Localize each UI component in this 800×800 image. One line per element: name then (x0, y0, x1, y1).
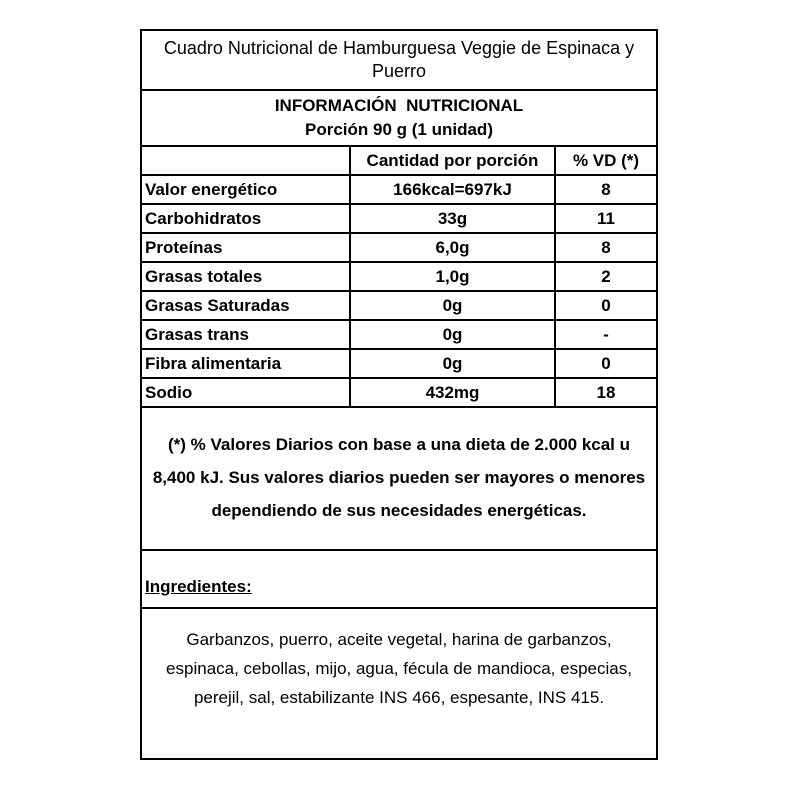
portion-size: Porción 90 g (1 unidad) (305, 120, 493, 139)
nutrient-amount: 1,0g (351, 263, 556, 290)
daily-values-note-text: (*) % Valores Diarios con base a una dieta de 2.000 kcal u 8,400 kJ. Sus valores diarios pueden ser mayores o menores dependiendo de sus necesidades energéticas. (152, 435, 646, 520)
table-row (142, 234, 656, 263)
nutrient-name: Grasas totales (142, 263, 351, 290)
ingredients-heading: Ingredientes: (145, 577, 252, 596)
nutrition-info-header (142, 91, 656, 147)
nutrient-vd: 11 (597, 208, 615, 228)
table-row (142, 350, 656, 379)
table-row (142, 292, 656, 321)
nutrient-vd: 18 (596, 382, 616, 402)
label-title-text: Cuadro Nutricional de Hamburguesa Veggie de Espinaca y Puerro (163, 38, 635, 81)
table-row (142, 321, 656, 350)
nutrient-name: Valor energético (142, 176, 351, 203)
nutrient-vd: 0 (601, 295, 611, 315)
nutrient-amount: 33g (351, 205, 556, 232)
table-row (142, 263, 656, 292)
nutrient-vd: - (603, 324, 609, 344)
ingredients-header (142, 551, 656, 609)
header-amount: Cantidad por porción (351, 147, 556, 174)
nutrient-vd: 8 (601, 237, 611, 257)
table-row (142, 379, 656, 408)
ingredients-text: Garbanzos, puerro, aceite vegetal, harina de garbanzos, espinaca, cebollas, mijo, agua, fécula de mandioca, especias, perejil, sal, estabilizante INS 466, espesante, INS 415. (166, 630, 632, 707)
nutrition-info-heading: INFORMACIÓN NUTRICIONAL (274, 96, 524, 115)
header-vd: % VD (*) (572, 150, 640, 170)
header-nutrient (142, 147, 351, 174)
table-header-row (142, 147, 656, 176)
nutrient-name: Proteínas (142, 234, 351, 261)
table-row (142, 176, 656, 205)
table-row (142, 205, 656, 234)
ingredients-list (142, 609, 656, 758)
nutrient-name: Carbohidratos (142, 205, 351, 232)
nutrient-amount: 6,0g (351, 234, 556, 261)
daily-values-note (142, 408, 656, 551)
nutrient-name: Sodio (142, 379, 351, 406)
label-title (142, 31, 656, 91)
nutrient-amount: 0g (351, 321, 556, 348)
nutrient-name: Fibra alimentaria (142, 350, 351, 377)
nutrition-label (140, 29, 658, 760)
nutrient-amount: 0g (351, 350, 556, 377)
nutrient-amount: 166kcal=697kJ (351, 176, 556, 203)
nutrient-vd: 0 (601, 353, 611, 373)
nutrient-vd: 8 (601, 179, 611, 199)
nutrient-name: Grasas Saturadas (142, 292, 351, 319)
nutrient-amount: 0g (351, 292, 556, 319)
nutrient-name: Grasas trans (142, 321, 351, 348)
nutrient-vd: 2 (601, 266, 611, 286)
nutrient-amount: 432mg (351, 379, 556, 406)
